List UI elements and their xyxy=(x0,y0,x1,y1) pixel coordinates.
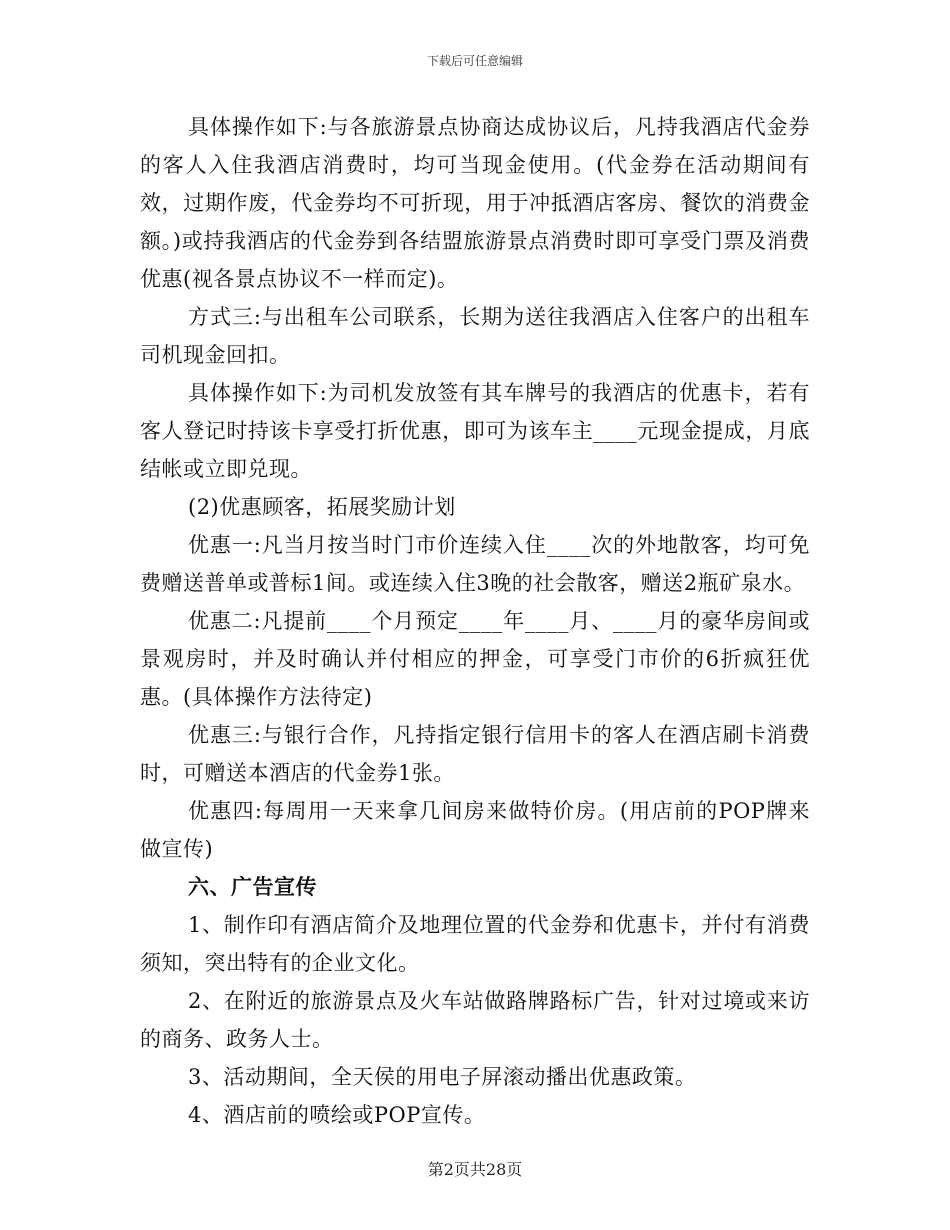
paragraph-reward-plan-heading: (2)优惠顾客，拓展奖励计划 xyxy=(188,495,456,519)
paragraph-offer-four: 优惠四:每周用一天来拿几间房来做特价房。(用店前的POP牌来做宣传) xyxy=(140,799,810,861)
paragraph-ad-item-1: 1、制作印有酒店简介及地理位置的代金券和优惠卡，并付有消费须知，突出特有的企业文化。 xyxy=(140,913,810,975)
paragraph-offer-one: 优惠一:凡当月按当时门市价连续入住____次的外地散客，均可免费赠送普单或普标1间。或连续入住3晚的社会散客，赠送2瓶矿泉水。 xyxy=(140,533,810,595)
paragraph-method-three: 方式三:与出租车公司联系，长期为送往我酒店入住客户的出租车司机现金回扣。 xyxy=(140,305,810,367)
paragraph-operation-details-1: 具体操作如下:与各旅游景点协商达成协议后，凡持我酒店代金券的客人入住我酒店消费时，均可当现金使用。(代金券在活动期间有效，过期作废，代金券均不可折现，用于冲抵酒店客房、餐饮的消费金额。)或持我酒店的代金券到各结盟旅游景点消费时即可享受门票及消费优惠(视各景点协议不一样而定)。 xyxy=(140,115,810,291)
paragraph-ad-item-4: 4、酒店前的喷绘或POP宣传。 xyxy=(188,1103,486,1127)
paragraph-operation-details-2: 具体操作如下:为司机发放签有其车牌号的我酒店的优惠卡，若有客人登记时持该卡享受打折优惠，即可为该车主____元现金提成，月底结帐或立即兑现。 xyxy=(140,381,810,481)
paragraph-offer-three: 优惠三:与银行合作，凡持指定银行信用卡的客人在酒店刷卡消费时，可赠送本酒店的代金券1张。 xyxy=(140,723,810,785)
section-heading-advertising: 六、广告宣传 xyxy=(188,874,317,899)
page-number-label: 第2页共28页 xyxy=(427,1160,523,1179)
paragraph-ad-item-3: 3、活动期间，全天侯的用电子屏滚动播出优惠政策。 xyxy=(188,1065,697,1089)
paragraph-offer-two: 优惠二:凡提前____个月预定____年____月、____月的豪华房间或景观房时，并及时确认并付相应的押金，可享受门市价的6折疯狂优惠。(具体操作方法待定) xyxy=(140,609,810,709)
paragraph-ad-item-2: 2、在附近的旅游景点及火车站做路牌路标广告，针对过境或来访的商务、政务人士。 xyxy=(140,989,810,1051)
document-body xyxy=(140,108,810,1134)
page-header-note: 下载后可任意编辑 xyxy=(426,54,523,68)
